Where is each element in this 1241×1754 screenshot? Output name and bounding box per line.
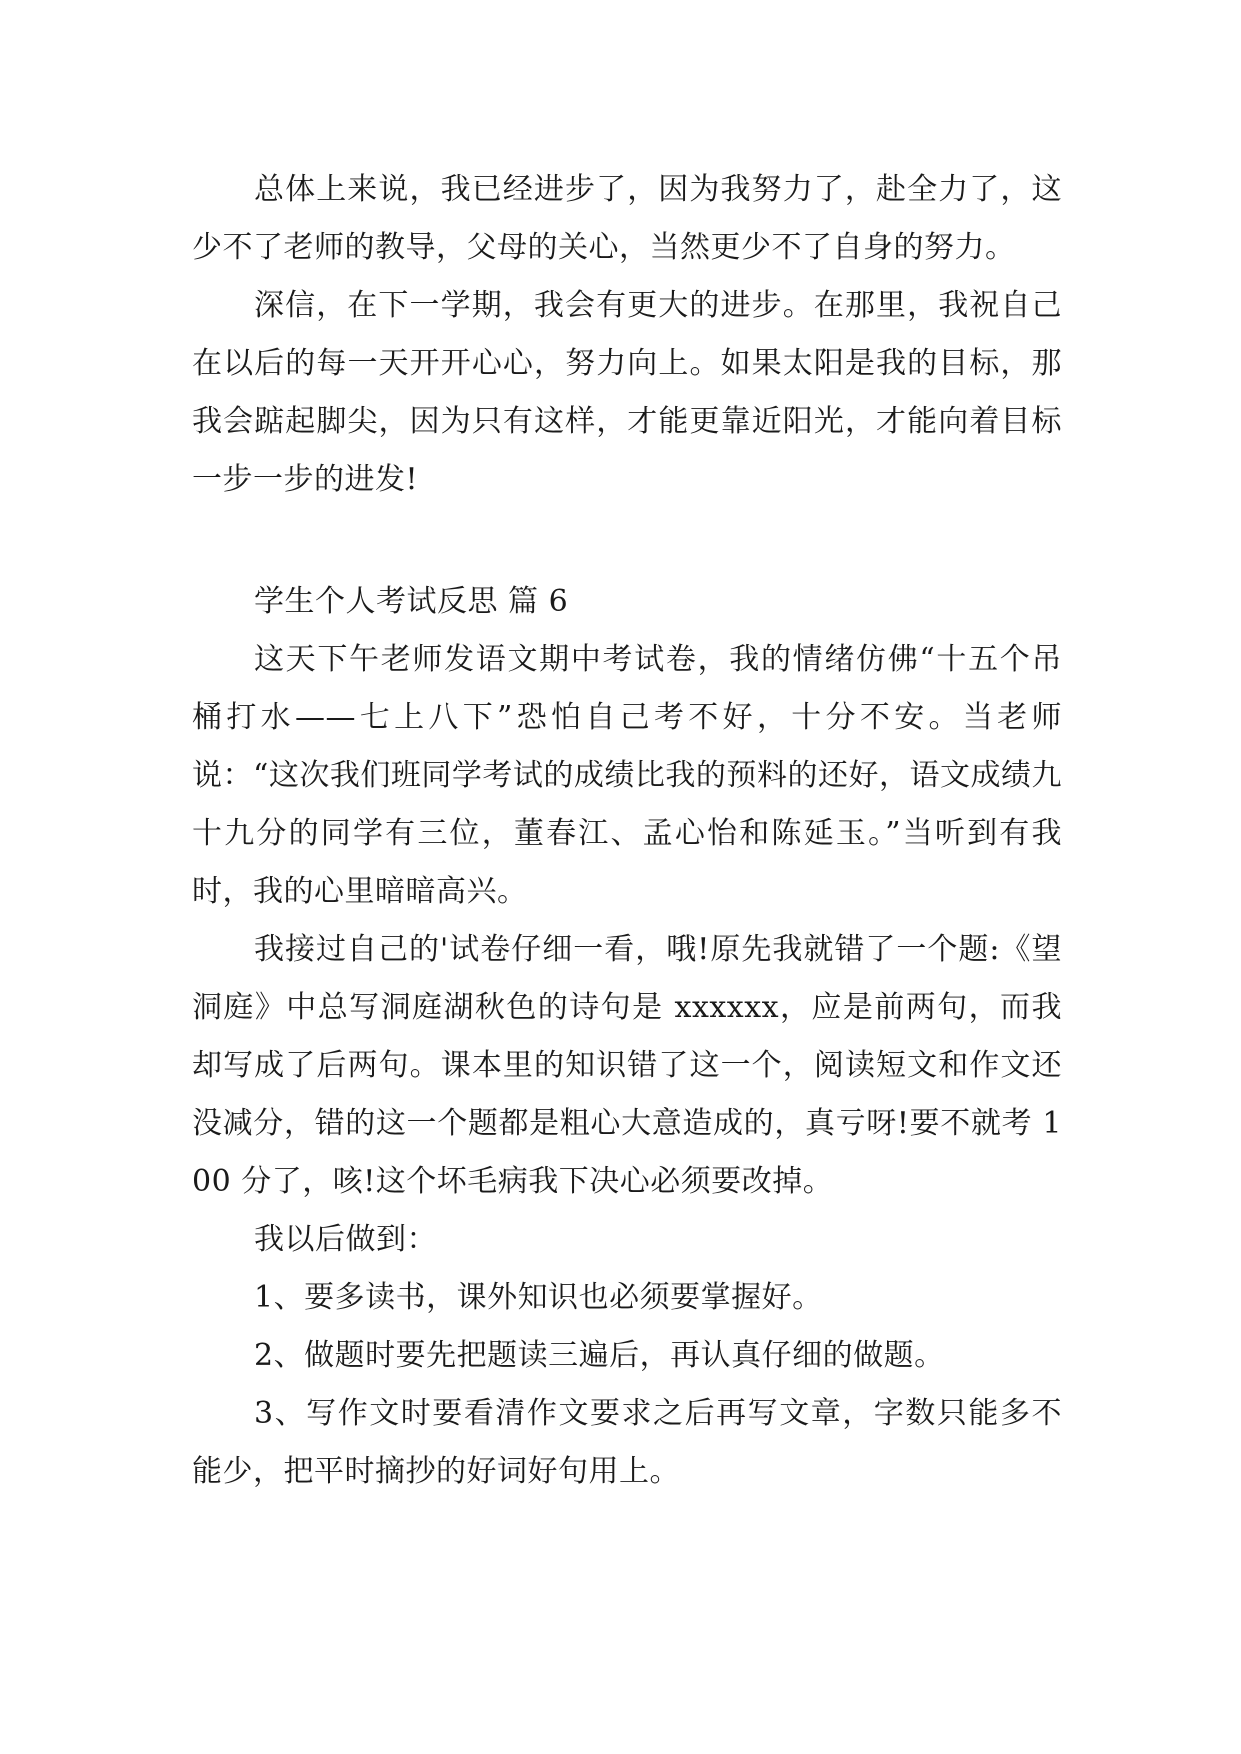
paragraph-belief: 深信，在下一学期，我会有更大的进步。在那里，我祝自己在以后的每一天开开心心，努力向上。如果太阳是我的目标，那我会踮起脚尖，因为只有这样，才能更靠近阳光，才能向着目标一步一步的进发! [192, 288, 1062, 497]
section-heading: 学生个人考试反思 篇 6 [254, 584, 569, 619]
paragraph-mistake: 我接过自己的'试卷仔细一看，哦!原先我就错了一个题:《望洞庭》中总写洞庭湖秋色的诗句是 xxxxxx，应是前两句，而我却写成了后两句。课本里的知识错了这一个，阅读短文和作文还没减分，错的这一个题都是粗心大意造成的，真亏呀!要不就考 100 分了，咳!这个坏毛病我下决心必须要改掉。 [192, 932, 1062, 1199]
paragraph-exam-result: 这天下午老师发语文期中考试卷，我的情绪仿佛“十五个吊桶打水——七上八下”恐怕自己考不好，十分不安。当老师说：“这次我们班同学考试的成绩比我的预料的还好，语文成绩九十九分的同学有三位，董春江、孟心怡和陈延玉。”当听到有我时，我的心里暗暗高兴。 [192, 642, 1062, 909]
list-item: 3、写作文时要看清作文要求之后再写文章，字数只能多不能少，把平时摘抄的好词好句用上。 [192, 1396, 1062, 1489]
list-item: 2、做题时要先把题读三遍后，再认真仔细的做题。 [254, 1338, 945, 1373]
document-body [192, 161, 1062, 1501]
list-item: 1、要多读书，课外知识也必须要掌握好。 [254, 1280, 823, 1315]
paragraph-summary: 总体上来说，我已经进步了，因为我努力了，赴全力了，这少不了老师的教导，父母的关心，当然更少不了自身的努力。 [192, 172, 1062, 265]
paragraph-plan-intro: 我以后做到： [254, 1222, 437, 1257]
